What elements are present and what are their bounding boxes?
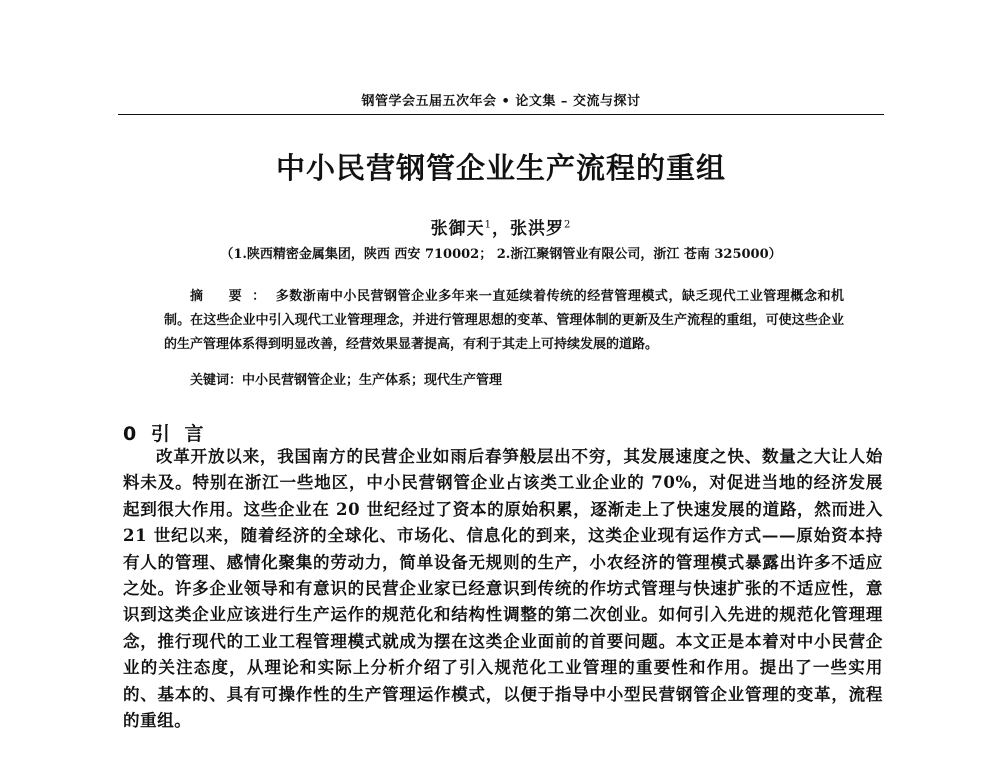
abstract-label: 摘 要： (190, 289, 276, 304)
body-paragraph: 改革开放以来，我国南方的民营企业如雨后春笋般层出不穷，其发展速度之快、数量之大让人始料未及。特别在浙江一些地区，中小民营钢管企业占该类工业企业的 70%，对促进当地的经济发展起到很大作用。这些企业在 20 世纪经过了资本的原始积累，逐渐走上了快速发展的道路，然而进入 21 世纪以来，随着经济的全球化、市场化、信息化的到来，这类企业现有运作方式——原始资本持有人的管理、感情化聚集的劳动力，简单设备无规则的生产，小农经济的管理模式暴露出许多不适应之处。许多企业领导和有意识的民营企业家已经意识到传统的作坊式管理与快速扩张的不适应性，意识到这类企业应该进行生产运作的规范化和结构性调整的第二次创业。如何引入先进的规范化管理理念，推行现代的工业工程管理模式就成为摆在这类企业面前的首要问题。本文正是本着对中小民营企业的关注态度，从理论和实际上分析介绍了引入规范化工业管理的重要性和作用。提出了一些实用的、基本的、具有可操作性的生产管理运作模式，以便于指导中小型民营钢管企业管理的变革，流程的重组。 (123, 447, 883, 731)
author-separator: ， (492, 219, 510, 239)
paper-title: 中小民营钢管企业生产流程的重组 (275, 151, 726, 185)
section-heading: 0 引 言 (123, 423, 208, 445)
author-affil-mark: 1 (484, 219, 492, 231)
author-line (118, 214, 884, 239)
author-name: 张御天 (430, 219, 485, 239)
header-divider (118, 114, 884, 115)
affiliations: （1.陕西精密金属集团，陕西 西安 710002； 2.浙江聚钢管业有限公司，浙江 苍南 325000） (220, 247, 782, 262)
abstract (164, 285, 844, 357)
author-affil-mark: 2 (564, 219, 572, 231)
abstract-text: 多数浙南中小民营钢管企业多年来一直延续着传统的经营管理模式，缺乏现代工业管理概念和机制。在这些企业中引入现代工业管理理念，并进行管理思想的变革、管理体制的更新及生产流程的重组，可使这些企业的生产管理体系得到明显改善，经营效果显著提高，有利于其走上可持续发展的道路。 (164, 289, 844, 352)
author-name: 张洪罗 (510, 219, 564, 239)
keywords (190, 369, 850, 388)
running-header: 钢管学会五届五次年会 • 论文集 – 交流与探讨 (361, 94, 641, 109)
keywords-label: 关键词： (190, 373, 243, 388)
keywords-text: 中小民营钢管企业；生产体系；现代生产管理 (242, 373, 503, 388)
